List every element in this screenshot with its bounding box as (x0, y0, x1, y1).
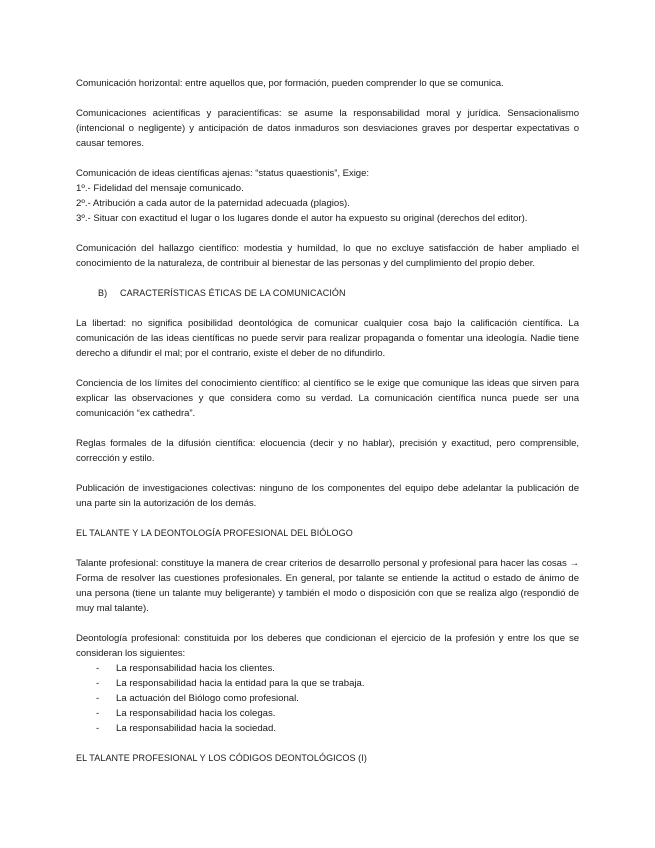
paragraph-conciencia-limites: Conciencia de los límites del conocimiento científico: al científico se le exige que comunique las ideas que sirven para explicar las observaciones y que considera como su verdad. La comunicación científica nunca puede ser una comunicación “ex cathedra”. (76, 378, 579, 419)
list-item (76, 721, 579, 736)
dash-marker: - (96, 693, 100, 704)
list-item (76, 661, 579, 676)
list-item-text: La responsabilidad hacia los clientes. (116, 663, 275, 674)
paragraph-ideas-ajenas-title: Comunicación de ideas científicas ajenas: “status quaestionis”, Exige: (76, 168, 369, 179)
numbered-item-2: 2º.- Atribución a cada autor de la paternidad adecuada (plagios). (76, 198, 350, 209)
heading-talante-deontologia: EL TALANTE Y LA DEONTOLOGÍA PROFESIONAL DEL BIÓLOGO (76, 528, 353, 538)
list-item-text: La responsabilidad hacia la entidad para la que se trabaja. (116, 678, 365, 689)
list-item-text: La actuación del Biólogo como profesional. (116, 693, 299, 704)
deontologia-list (76, 661, 579, 736)
list-item-text: La responsabilidad hacia la sociedad. (116, 723, 277, 734)
section-title: CARACTERÍSTICAS ÉTICAS DE LA COMUNICACIÓN (120, 288, 346, 298)
paragraph-libertad: La libertad: no significa posibilidad deontológica de comunicar cualquier cosa bajo la calificación científica. La comunicación de las ideas científicas no puede servir para realizar propaganda o fomentar una ideología. Nadie tiene derecho a difundir el mal; por el contrario, existe el deber de no difundirlo. (76, 318, 579, 359)
paragraph-talante-profesional: Talante profesional: constituye la manera de crear criterios de desarrollo personal y profesional para hacer las cosas → Forma de resolver las cuestiones profesionales. En general, por talante se entiende la actitud o estado de ánimo de una persona (tiene un talante muy beligerante) y también el modo o disposición con que se realiza algo (respondió de muy mal talante). (76, 558, 579, 614)
section-marker: B) (98, 288, 108, 298)
list-item (76, 706, 579, 721)
paragraph-reglas-formales: Reglas formales de la difusión científica: elocuencia (decir y no hablar), precisión y exactitud, pero comprensible, corrección y estilo. (76, 438, 579, 464)
dash-marker: - (96, 678, 100, 689)
list-item-text: La responsabilidad hacia los colegas. (116, 708, 276, 719)
dash-marker: - (96, 708, 100, 719)
paragraph-publicacion-colectiva: Publicación de investigaciones colectivas: ninguno de los componentes del equipo debe adelantar la publicación de una parte sin la autorización de los demás. (76, 483, 579, 509)
numbered-item-1: 1º.- Fidelidad del mensaje comunicado. (76, 183, 244, 194)
paragraph-comunicacion-horizontal: Comunicación horizontal: entre aquellos que, por formación, pueden comprender lo que se comunica. (76, 78, 504, 89)
paragraph-deontologia-profesional: Deontología profesional: constituida por los deberes que condicionan el ejercicio de la profesión y entre los que se consideran los siguientes: (76, 633, 579, 659)
paragraph-hallazgo-cientifico: Comunicación del hallazgo científico: modestia y humildad, lo que no excluye satisfacción de haber ampliado el conocimiento de la naturaleza, de contribuir al bienestar de las personas y del cumplimiento del propio deber. (76, 243, 579, 269)
paragraph-comunicaciones-acientificas: Comunicaciones acientíficas y paracientíficas: se asume la responsabilidad moral y jurídica. Sensacionalismo (intencional o negligente) y anticipación de datos inmaduros son desviaciones graves por despertar expectativas o causar temores. (76, 108, 579, 149)
list-item (76, 676, 579, 691)
numbered-item-3: 3º.- Situar con exactitud el lugar o los lugares donde el autor ha expuesto su original (derechos del editor). (76, 213, 528, 224)
list-item (76, 691, 579, 706)
section-heading-b (76, 286, 579, 301)
dash-marker: - (96, 663, 100, 674)
dash-marker: - (96, 723, 100, 734)
heading-codigos-deontologicos: EL TALANTE PROFESIONAL Y LOS CÓDIGOS DEONTOLÓGICOS (I) (76, 753, 367, 763)
